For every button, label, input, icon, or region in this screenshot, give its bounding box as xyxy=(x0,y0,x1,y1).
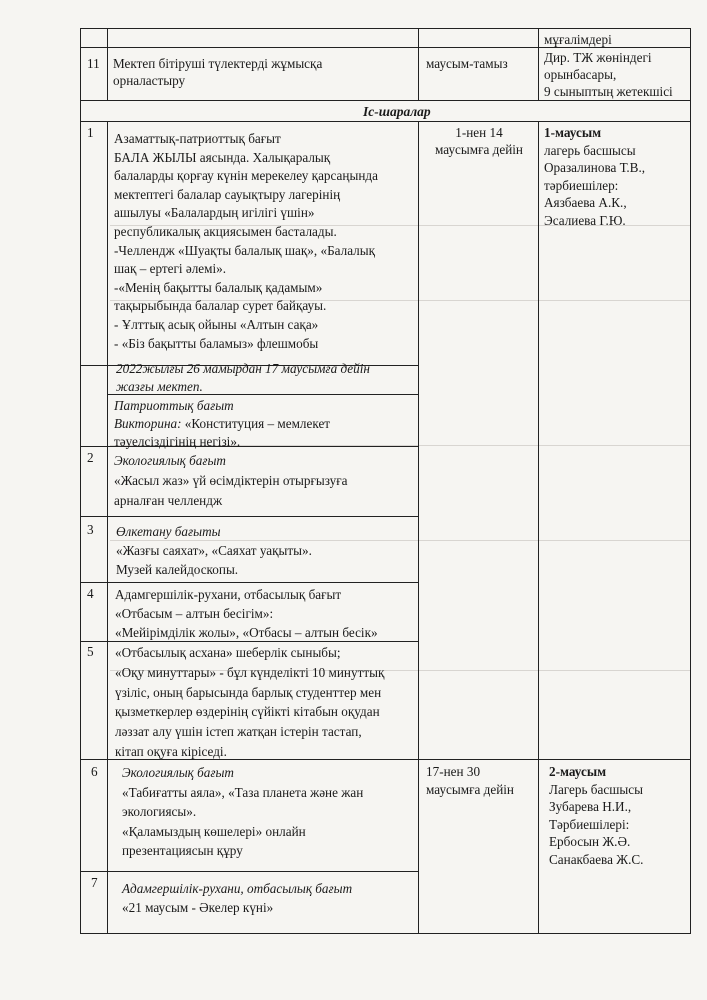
event-3-description: Өлкетану бағыты «Жазғы саяхат», «Саяхат уақыты». Музей калейдоскопы. xyxy=(116,524,312,577)
event-1-description: Азаматтық-патриоттық бағыт БАЛА ЖЫЛЫ аясында. Халықаралық балаларды қорғау күнін мерекелеу қарсаңында мектептегі балалар сауықтыру лагерінің ашылуы «Балалардың игілігі үшін» республикалық акциясымен басталады. -Челлендж «Шуақты балалық шақ», «Балалық шақ – ертегі әлемі». -«Менің бақытты балалық қадамым» тақырыбында балалар сурет байқауы. - Ұлттық асық ойыны «Алтын сақа» - «Біз бақытты баламыз» флешмобы xyxy=(114,131,378,351)
event-1-number: 1 xyxy=(87,125,94,140)
responsible-1: 1-маусым лагерь басшысы Оразалинова Т.В., тәрбиешілер: Аязбаева А.К., Эсалиева Г.Ю. xyxy=(544,125,646,228)
event-6-description: Экологиялық бағыт «Табиғатты аяла», «Таза планета және жан экологиясы». «Қаламыздың көшелері» онлайн презентациясын құру xyxy=(122,765,364,858)
period-2: 17-нен 30 маусымға дейін xyxy=(426,764,514,797)
event-5-description: «Отбасылық асхана» шеберлік сыныбы; «Оқу минуттары» - бұл күнделікті 10 минуттық үзіліс, оның барысында барлық студенттер мен қызметкерлер өздерінің сүйікті кітабын оқудан ләззат алу үшін істеп жатқан істерін тастап, кітап оқуға кіріседі. xyxy=(115,645,385,759)
event-7-description: Адамгершілік-рухани, отбасылық бағыт «21 маусым - Әкелер күні» xyxy=(122,881,353,915)
top-row-resp: мұғалімдері xyxy=(544,32,612,47)
event-1-summer-school: 2022жылғы 26 мамырдан 17 маусымға дейін жазғы мектеп. xyxy=(116,361,370,394)
event-1-patriotic: Патриоттық бағыт Викторина: «Конституция – мемлекет тәуелсіздігінің негізі». xyxy=(114,398,331,449)
event-2-description: Экологиялық бағыт «Жасыл жаз» үй өсімдіктерін отырғызуға арналған челлендж xyxy=(114,453,348,508)
row11-task: Мектеп бітіруші түлектерді жұмысқа орналастыру xyxy=(113,56,323,88)
row11-number: 11 xyxy=(87,56,100,71)
row11-period: маусым-тамыз xyxy=(426,56,508,71)
event-4-description: Адамгершілік-рухани, отбасылық бағыт «Отбасым – алтын бесігім»: «Мейірімділік жолы», «Отбасы – алтын бесік» xyxy=(115,587,378,640)
responsible-2: 2-маусым Лагерь басшысы Зубарева Н.И., Тәрбиешілері: Ербосын Ж.Ә. Санакбаева Ж.С. xyxy=(549,764,644,867)
row11-responsible: Дир. ТЖ жөніндегі орынбасары, 9 сыныптың жетекшісі xyxy=(544,50,673,99)
period-1: 1-нен 14 маусымға дейін xyxy=(435,125,523,157)
section-title: Іс-шаралар xyxy=(363,104,431,119)
event-6-number: 6 xyxy=(91,764,98,779)
event-5-number: 5 xyxy=(87,644,94,659)
event-4-number: 4 xyxy=(87,586,94,601)
event-7-number: 7 xyxy=(91,875,98,890)
event-3-number: 3 xyxy=(87,522,94,537)
event-2-number: 2 xyxy=(87,450,94,465)
